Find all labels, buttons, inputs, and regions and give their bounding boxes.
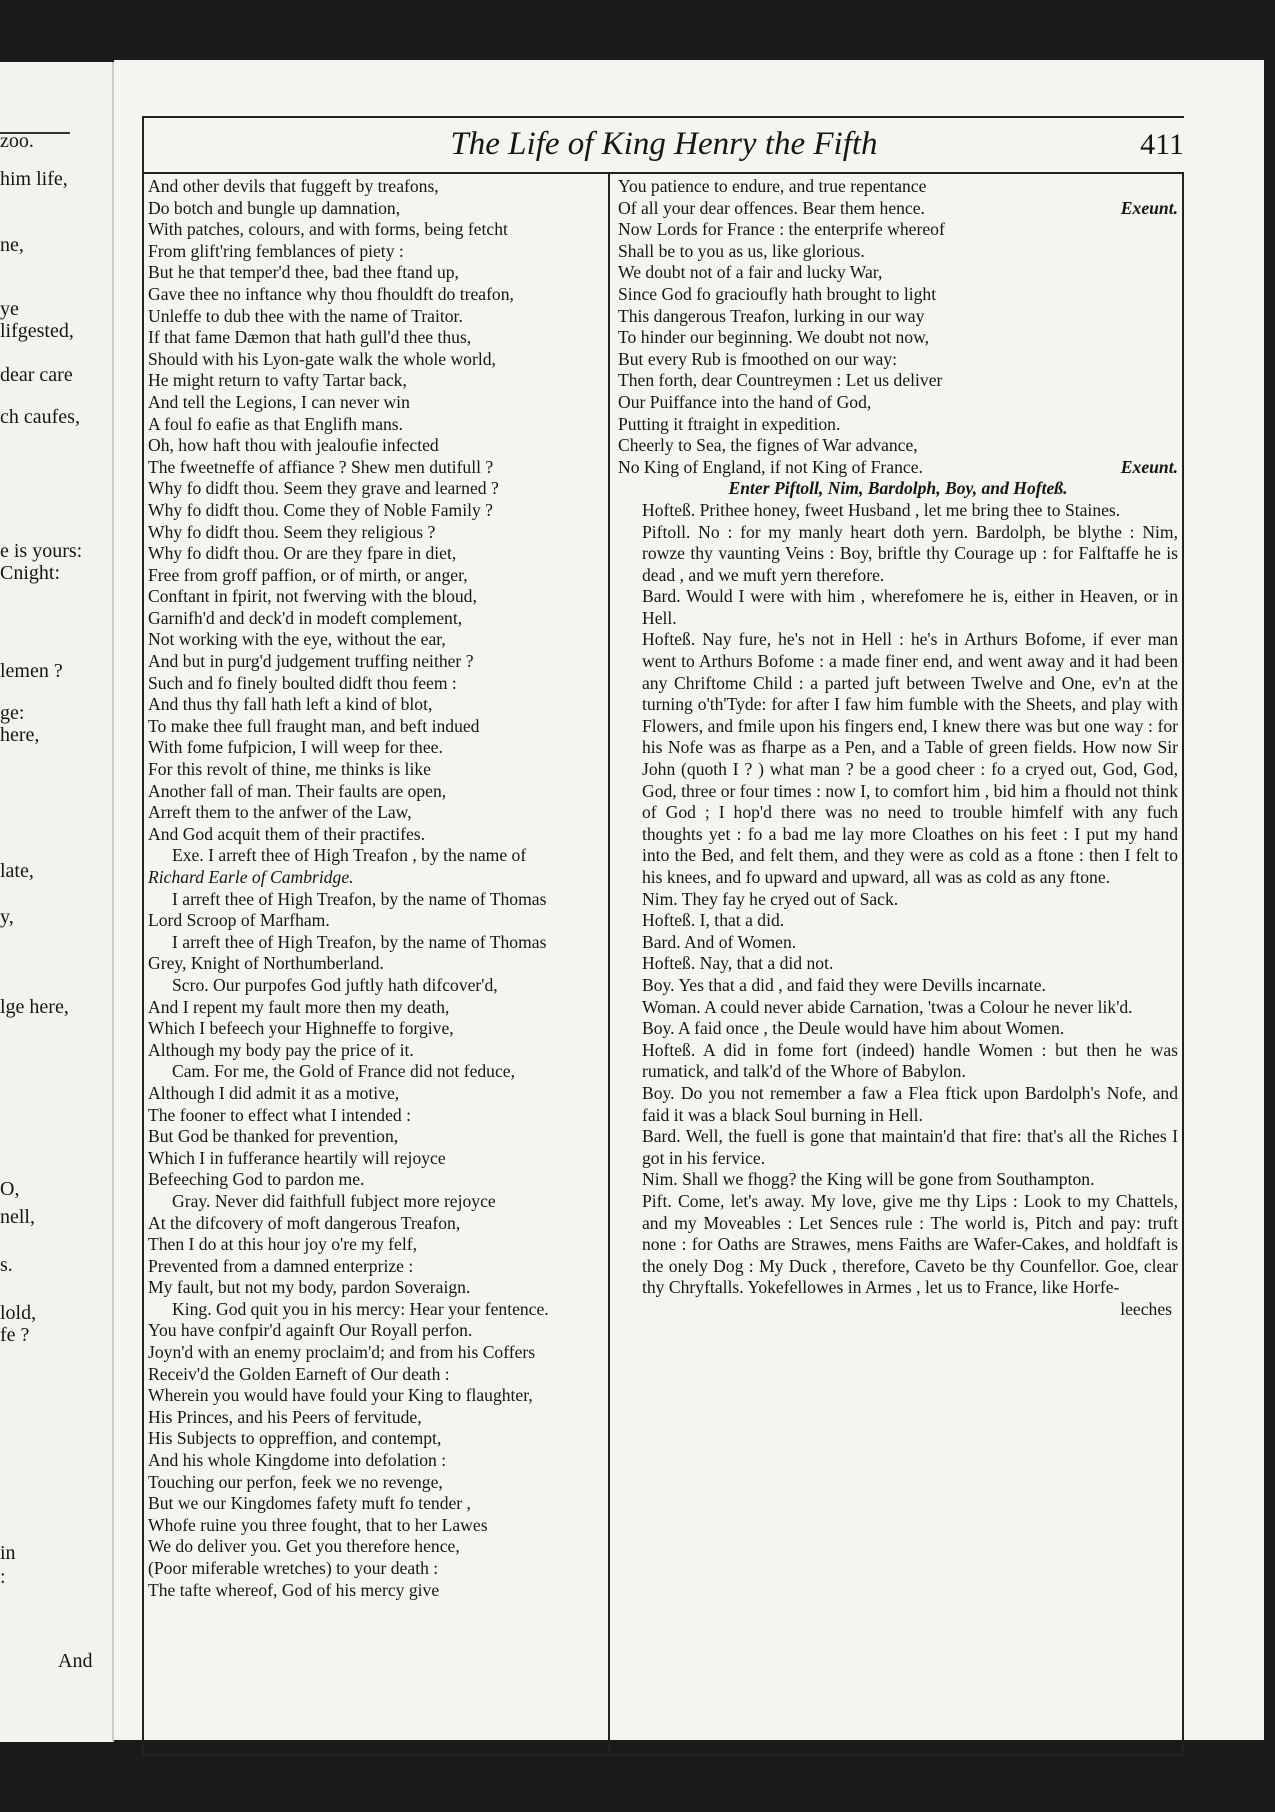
verse-line: Shall be to you as us, like glorious. (618, 240, 865, 261)
verse-line: And other devils that fuggeft by treafons, (148, 176, 439, 196)
previous-page-edge (0, 62, 114, 1742)
prev-fragment: lold, (0, 1302, 37, 1324)
verse-line: And his whole Kingdome into defolation : (148, 1450, 447, 1471)
verse-line: Prevented from a damned enterprize : (148, 1255, 414, 1276)
prev-fragment: fe ? (0, 1324, 30, 1346)
speech-line: I arreft thee of High Treafon, by the name of Thomas (172, 888, 547, 909)
speech-line: Cam. For me, the Gold of France did not feduce, (172, 1061, 515, 1082)
prev-fragment: zoo. (0, 130, 34, 152)
verse-line: Gave thee no inftance why thou fhouldft do treafon, (148, 283, 514, 304)
speech-paragraph: Hofteß. A did in fome fort (indeed) handle Women : but then he was rumatick, and talk'd of the Whore of Babylon. (642, 1039, 1178, 1082)
prev-fragment: lemen ? (0, 660, 63, 682)
verse-line: A foul fo eafie as that Englifh mans. (148, 413, 404, 434)
prev-fragment: late, (0, 860, 34, 882)
verse-line: With patches, colours, and with forms, being fetcht (148, 219, 508, 240)
speech-paragraph: Nim. Shall we fhogg? the King will be gone from Southampton. (642, 1169, 1095, 1190)
verse-line: His Princes, and his Peers of fervitude, (148, 1406, 422, 1427)
speech-paragraph: Bard. Well, the fuell is gone that maintain'd that fire: that's all the Riches I got in his fervice. (642, 1126, 1178, 1168)
verse-line: The fooner to effect what I intended : (148, 1104, 411, 1125)
verse-line: Lord Scroop of Marfham. (148, 910, 330, 931)
verse-line-with-exit (618, 457, 1178, 479)
verse-line: Why fo didft thou. Seem they religious ? (148, 521, 436, 542)
verse-line: We doubt not of a fair and lucky War, (618, 262, 883, 283)
speech-paragraph: Pift. Come, let's away. My love, give me thy Lips : Look to my Chattels, and my Moveables : Let Sences rule : The world is, Pitch and pay: truft none : for Oaths are Strawes, mens Faiths are Wafer-Cakes, and holdfaft is the onely Dog : My Duck , therefore, Caveto be thy Counfellor. Goe, clear thy Chryftalls. Yokefellowes in Armes , let us to France, like Horfe- (642, 1190, 1178, 1298)
verse-line: Arreft them to the anfwer of the Law, (148, 802, 412, 823)
verse-line: Befeeching God to pardon me. (148, 1169, 365, 1190)
verse-line: The fweetneffe of affiance ? Shew men dutifull ? (148, 456, 494, 477)
verse-line: Then forth, dear Countreymen : Let us deliver (618, 370, 943, 391)
speech-paragraph: Hofteß. Nay fure, he's not in Hell : he's in Arthurs Bofome, if ever man went to Arthurs Bofome : a made finer end, and went away and it had been any Chriftome Child : a parted juft between Twelve and One, ev'n at the turning o'th'Tyde: for after I faw him fumble with the Sheets, and play with Flowers, and fmile upon his fingers end, I knew there was but one way : for his Nofe was as fharpe as a Pen, and a Table of green fields. How now Sir John (quoth I ? ) what man ? be a good cheer : fo a cryed out, God, God, God, three or four times : now I, to comfort him , bid him a fhould not think of God ; I hop'd there was no need to trouble himfelf with any fuch thoughts yet : fo a bad me lay more Cloathes on his feet : I put my hand into the Bed, and felt them, and they were as cold as a ftone : then I felt to his knees, and fo upward and upward, all was as cold as any ftone. (642, 629, 1178, 887)
prev-fragment: ch caufes, (0, 406, 80, 428)
verse-line: Not working with the eye, without the ear, (148, 629, 446, 650)
verse-line: And God acquit them of their practifes. (148, 823, 426, 844)
verse-line: Grey, Knight of Northumberland. (148, 953, 384, 974)
prev-fragment: O, (0, 1178, 20, 1200)
printed-page (114, 60, 1264, 1740)
verse-line: You patience to endure, and true repentance (618, 176, 927, 196)
prev-fragment: : (0, 1566, 6, 1588)
prev-fragment: ge: (0, 702, 25, 724)
speech-paragraph: Boy. A faid once , the Deule would have him about Women. (642, 1018, 1065, 1039)
running-title: The Life of King Henry the Fifth (450, 126, 878, 162)
verse-line: For this revolt of thine, me thinks is like (148, 759, 431, 780)
prev-fragment: e is yours: (0, 540, 83, 562)
catchword: leeches (1120, 1298, 1172, 1319)
speech-paragraph: Piftoll. No : for my manly heart doth yern. Bardolph, be blythe : Nim, rowze thy vaunting Veins : Boy, briftle thy Courage up : for Falftaffe he is dead , and we muft yern therefore. (642, 521, 1178, 585)
verse-line: You have confpir'd againft Our Royall perfon. (148, 1320, 473, 1341)
verse-line: But every Rub is fmoothed on our way: (618, 348, 898, 369)
verse-line-with-exit (618, 198, 1178, 220)
verse-line: Putting it ftraight in expedition. (618, 413, 841, 434)
verse-line: Receiv'd the Golden Earneft of Our death : (148, 1363, 450, 1384)
verse-line: Cheerly to Sea, the fignes of War advance, (618, 435, 918, 456)
verse-line: Touching our perfon, feek we no revenge, (148, 1471, 443, 1492)
verse-line: His Subjects to oppreffion, and contempt, (148, 1428, 442, 1449)
verse-line: But he that temper'd thee, bad thee ftand up, (148, 262, 459, 283)
stage-direction: Enter Piftoll, Nim, Bardolph, Boy, and Hofteß. (728, 478, 1068, 499)
verse-line: Although I did admit it as a motive, (148, 1082, 400, 1103)
verse-line: From glift'ring femblances of piety : (148, 240, 404, 261)
prev-fragment: dear care (0, 364, 73, 386)
left-rule (142, 116, 144, 1756)
verse-line: Wherein you would have fould your King to flaughter, (148, 1385, 533, 1406)
verse-line: Although my body pay the price of it. (148, 1039, 414, 1060)
prev-fragment: ye (0, 298, 19, 320)
verse-line: The tafte whereof, God of his mercy give (148, 1579, 440, 1600)
verse-line: Now Lords for France : the enterprife whereof (618, 219, 945, 240)
verse-line: But God be thanked for prevention, (148, 1126, 399, 1147)
verse-line: Joyn'd with an enemy proclaim'd; and from his Coffers (148, 1342, 536, 1363)
speech-paragraph: Nim. They fay he cryed out of Sack. (642, 888, 899, 909)
prev-fragment: here, (0, 724, 40, 746)
prev-fragment: lge here, (0, 996, 69, 1018)
verse-line: We do deliver you. Get you therefore hence, (148, 1536, 460, 1557)
bottom-rule (142, 1754, 1184, 1756)
verse-line: And I repent my fault more then my death, (148, 996, 450, 1017)
verse-line: He might return to vafty Tartar back, (148, 370, 407, 391)
speech-paragraph: Bard. Would I were with him , wherefomere he is, either in Heaven, or in Hell. (642, 586, 1178, 628)
verse-line: Another fall of man. Their faults are open, (148, 780, 447, 801)
right-rule (1182, 172, 1184, 1756)
verse-line: To hinder our beginning. We doubt not now, (618, 327, 930, 348)
verse-line: (Poor miferable wretches) to your death : (148, 1558, 439, 1578)
verse-line: Why fo didft thou. Or are they fpare in diet, (148, 543, 457, 564)
verse-line: Which I in fufferance heartily will rejoyce (148, 1147, 446, 1168)
speech-line: Gray. Never did faithfull fubject more rejoyce (172, 1190, 496, 1211)
verse-line: To make thee full fraught man, and beft indued (148, 715, 480, 736)
verse-line: Free from groff paffion, or of mirth, or anger, (148, 564, 468, 585)
verse-line: Why fo didft thou. Come they of Noble Family ? (148, 499, 493, 520)
speech-paragraph: Boy. Do you not remember a faw a Flea ftick upon Bardolph's Nofe, and faid it was a black Soul burning in Hell. (642, 1082, 1178, 1125)
verse-line: This dangerous Treafon, lurking in our way (618, 305, 925, 326)
speech-line: Exe. I arreft thee of High Treafon , by the name of (172, 845, 527, 866)
speech-line: King. God quit you in his mercy: Hear your fentence. (172, 1298, 549, 1319)
verse-line: Since God fo gracioufly hath brought to light (618, 283, 937, 304)
page-number: 411 (1140, 128, 1184, 161)
verse-line: Richard Earle of Cambridge. (148, 867, 354, 887)
speech-paragraph: Hofteß. I, that a did. (642, 910, 785, 931)
verse-line: Garnifh'd and deck'd in modeft complement, (148, 607, 463, 628)
verse-line: Our Puiffance into the hand of God, (618, 391, 872, 412)
verse-line: And thus thy fall hath left a kind of blot, (148, 694, 433, 715)
verse-text: No King of England, if not King of France. (618, 456, 923, 477)
speech-paragraph: Hofteß. Nay, that a did not. (642, 953, 834, 974)
prev-catchword: And (58, 1650, 93, 1672)
verse-line: And tell the Legions, I can never win (148, 391, 410, 412)
verse-line: Then I do at this hour joy o're my felf, (148, 1234, 417, 1255)
prev-fragment: Cnight: (0, 562, 61, 584)
verse-line: Conftant in fpirit, not fwerving with the bloud, (148, 586, 477, 607)
prev-fragment: s. (0, 1254, 13, 1276)
verse-line: With fome fufpicion, I will weep for thee. (148, 737, 443, 758)
verse-line: Such and fo finely boulted didft thou feem : (148, 672, 457, 693)
prev-fragment: nell, (0, 1206, 35, 1228)
verse-line: And but in purg'd judgement truffing neither ? (148, 651, 474, 672)
prev-fragment: lifgested, (0, 320, 74, 342)
speech-line: Scro. Our purpofes God juftly hath difcover'd, (172, 974, 498, 995)
speech-line: I arreft thee of High Treafon, by the name of Thomas (172, 931, 547, 952)
exit-direction: Exeunt. (1120, 197, 1178, 218)
prev-fragment: in (0, 1542, 16, 1564)
verse-line: If that fame Dæmon that hath gull'd thee thus, (148, 327, 472, 348)
prev-fragment: y, (0, 906, 14, 928)
verse-line: Unleffe to dub thee with the name of Traitor. (148, 305, 463, 326)
verse-text: Of all your dear offences. Bear them hence. (618, 197, 925, 218)
top-rule (142, 116, 1184, 118)
prev-fragment: him life, (0, 168, 68, 190)
verse-line: Whofe ruine you three fought, that to her Lawes (148, 1514, 488, 1535)
exit-direction: Exeunt. (1120, 456, 1178, 477)
verse-line: Should with his Lyon-gate walk the whole world, (148, 348, 496, 369)
verse-line: But we our Kingdomes fafety muft fo tender , (148, 1493, 471, 1514)
prev-fragment: ne, (0, 234, 24, 256)
verse-line: My fault, but not my body, pardon Soveraign. (148, 1277, 471, 1298)
header-rule (142, 172, 1184, 174)
right-column (618, 176, 1178, 1320)
verse-line: At the difcovery of moft dangerous Treafon, (148, 1212, 461, 1233)
verse-line: Oh, how haft thou with jealoufie infected (148, 435, 439, 456)
verse-line: Why fo didft thou. Seem they grave and learned ? (148, 478, 499, 499)
verse-line: Which I befeech your Highneffe to forgive, (148, 1018, 454, 1039)
speech-paragraph: Bard. And of Women. (642, 931, 797, 952)
left-column (148, 176, 600, 1601)
speech-paragraph: Woman. A could never abide Carnation, 'twas a Colour he never lik'd. (642, 996, 1133, 1017)
verse-line: Do botch and bungle up damnation, (148, 197, 401, 218)
speech-paragraph: Boy. Yes that a did , and faid they were Devills incarnate. (642, 974, 1046, 995)
speech-paragraph: Hofteß. Prithee honey, fweet Husband , let me bring thee to Staines. (642, 499, 1121, 520)
column-divider (608, 174, 610, 1754)
